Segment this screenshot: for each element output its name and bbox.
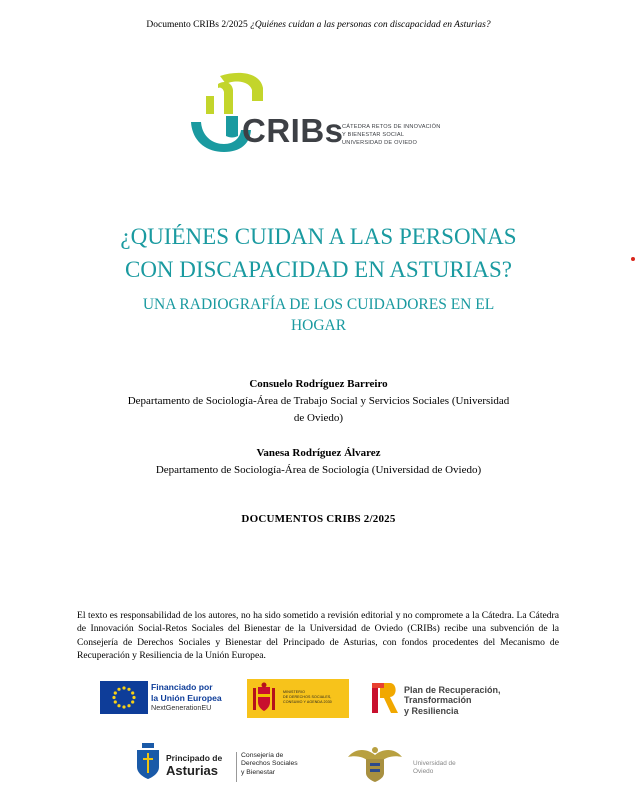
logo-sub-line: UNIVERSIDAD DE OVIEDO xyxy=(342,140,418,146)
cribs-logo xyxy=(186,70,446,154)
plan-line: y Resiliencia xyxy=(404,705,459,716)
eu-line-2: la Unión Europea xyxy=(151,692,222,703)
author-block xyxy=(70,376,567,427)
ministry-line: DE DERECHOS SOCIALES, xyxy=(283,695,332,699)
author-affiliation: Departamento de Sociología-Área de Trabajo Social y Servicios Sociales (Universidad xyxy=(127,395,510,407)
principado-line-1: Principado de xyxy=(166,753,223,763)
eu-line-1: Financiado por xyxy=(151,682,213,692)
eu-flag-icon xyxy=(100,681,148,714)
ministry-label xyxy=(283,690,345,705)
eu-line-3: NextGenerationEU xyxy=(151,703,212,712)
logo-subtitle xyxy=(342,123,440,147)
recovery-plan-label xyxy=(404,685,534,716)
title-line-2: CON DISCAPACIDAD EN ASTURIAS? xyxy=(124,257,512,282)
header-prefix: Documento CRIBs 2/2025 xyxy=(146,20,251,30)
logo-wordmark: CRIBs xyxy=(242,112,344,149)
ministry-line: CONSUMO Y AGENDA 2030 xyxy=(283,700,332,704)
document-title xyxy=(40,220,597,286)
ministry-logo xyxy=(247,679,349,718)
subtitle-line-2: HOGAR xyxy=(290,317,347,334)
subtitle-line-1: UNA RADIOGRAFÍA DE LOS CUIDADORES EN EL xyxy=(142,296,495,313)
running-header xyxy=(0,20,637,30)
consejeria-label xyxy=(241,752,321,777)
plan-line: Plan de Recuperación, xyxy=(404,685,501,695)
asturias-shield-icon xyxy=(136,743,160,780)
principado-label xyxy=(166,752,246,778)
series-label: DOCUMENTOS CRIBS 2/2025 xyxy=(241,513,396,525)
consejeria-line: y Bienestar xyxy=(241,768,276,776)
consejeria-line: Consejería de xyxy=(241,752,284,759)
recovery-plan-icon xyxy=(370,680,400,716)
university-line: Universidad de xyxy=(413,760,456,767)
document-subtitle xyxy=(60,294,577,336)
principado-line-2: Asturias xyxy=(166,763,219,778)
plan-line: Transformación xyxy=(404,695,472,706)
spain-coat-of-arms-icon xyxy=(251,682,277,715)
eu-funding-label xyxy=(151,682,241,714)
disclaimer-text: El texto es responsabilidad de los autores, no ha sido sometido a revisión editorial y no compromete a la Cátedra. La Cátedra de Innovación Social-Retos Sociales del Bienestar de la Universidad de Oviedo (CRIBs) recibe una subvención de la Consejería de Derechos Sociales y Bienestar del Principado de Asturias, con fondos procedentes del Mecanismo de Recuperación y Resiliencia de la Unión Europea. xyxy=(77,610,559,662)
principado-divider xyxy=(236,752,237,782)
university-line: Oviedo xyxy=(413,768,434,775)
author-name: Vanesa Rodríguez Álvarez xyxy=(256,447,381,459)
university-label xyxy=(413,760,483,776)
university-crest-icon xyxy=(344,743,406,783)
logo-sub-line: Y BIENESTAR SOCIAL xyxy=(342,132,405,138)
logo-sub-line: CÁTEDRA RETOS DE INNOVACIÓN xyxy=(342,124,441,130)
consejeria-line: Derechos Sociales xyxy=(241,760,298,768)
author-name: Consuelo Rodríguez Barreiro xyxy=(249,378,388,390)
title-line-1: ¿QUIÉNES CUIDAN A LAS PERSONAS xyxy=(120,224,517,249)
margin-mark xyxy=(631,257,635,261)
author-affiliation: Departamento de Sociología-Área de Sociología (Universidad de Oviedo) xyxy=(155,464,482,476)
header-italic-title: ¿Quiénes cuidan a las personas con discapacidad en Asturias? xyxy=(250,20,491,30)
ministry-line: MINISTERIO xyxy=(283,690,305,694)
author-affiliation: de Oviedo) xyxy=(293,412,344,424)
author-block xyxy=(70,445,567,479)
